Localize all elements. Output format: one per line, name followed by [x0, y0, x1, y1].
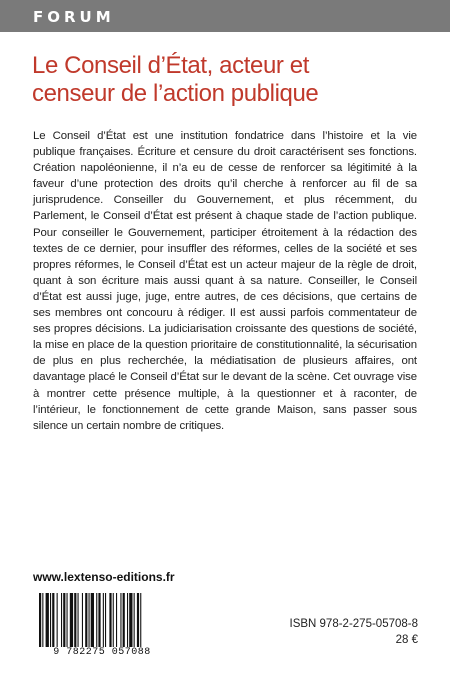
barcode-bar	[52, 593, 54, 649]
barcode-bar	[39, 593, 41, 649]
barcode-bar	[63, 593, 65, 649]
barcode-bar	[120, 593, 121, 649]
price: 28 €	[395, 634, 418, 646]
barcode-bar	[57, 593, 58, 649]
barcode	[33, 591, 171, 661]
barcode-bar	[70, 593, 73, 649]
barcode-bar	[96, 593, 97, 649]
barcode-digits: 9 782275 057088	[33, 647, 171, 658]
barcode-bar	[103, 593, 104, 649]
isbn: ISBN 978-2-275-05708-8	[289, 618, 418, 630]
barcode-bar	[98, 593, 100, 649]
book-title-line-1: Le Conseil d’État, acteur et	[32, 52, 309, 79]
series-header-bar	[0, 0, 450, 32]
barcode-bar	[137, 593, 139, 649]
book-title-line-2: censeur de l’action publique	[32, 80, 319, 107]
barcode-bar	[67, 593, 68, 649]
barcode-bar	[50, 593, 51, 649]
barcode-bar	[46, 593, 49, 649]
barcode-bar	[89, 593, 90, 649]
barcode-bar	[78, 593, 79, 649]
barcode-bar	[109, 593, 111, 649]
back-cover-blurb: Le Conseil d’État est une institution fondatrice dans l’histoire et la vie publique françaises. Écriture et censure du droit caractérisent ses fonctions. Création napoléonienne, il n’a eu de cesse de renforcer sa légitimité à la faveur d’une protection des droits qu’il cherche à renforcer au fil de sa jurisprudence. Conseiller du Gouvernement, et plus récemment, du Parlement, le Conseil d’État est présent à chaque stade de l’action publique. Pour conseiller le Gouvernement, participer étroitement à la rédaction des textes de ce dernier, pour insuffler des réformes, celles de la société et ses propres réformes, le Conseil d’État est un acteur majeur de la règle de droit, quant à son écriture mais aussi quant à sa nature. Conseiller, le Conseil d’État est aussi juge, juge, entre autres, de ces décisions, que certains de ses membres ont concouru à rédiger. Il est aussi parfois commentateur de ses propres décisions. La judiciarisation croissante des questions de société, la mise en place de la question prioritaire de constitutionnalité, la sécurisation de plus en plus recherchée, la médiatisation de plusieurs affaires, ont davantage placé le Conseil d’État sur le devant de la scène. Cet ouvrage vise à montrer cette présence multiple, à la questionner et à raconter, de l’intérieur, le fonctionnement de cette grande Maison, sans passer sous silence un certain nombre de critiques.	[33, 130, 417, 432]
barcode-bar	[105, 593, 106, 649]
barcode-bar	[127, 593, 128, 649]
barcode-bar	[61, 593, 62, 649]
book-title	[32, 52, 422, 108]
barcode-bars	[33, 591, 171, 651]
barcode-bar	[140, 593, 141, 649]
barcode-bar	[85, 593, 87, 649]
barcode-bar	[129, 593, 132, 649]
barcode-bar	[116, 593, 117, 649]
barcode-bar	[91, 593, 94, 649]
barcode-bar	[42, 593, 43, 649]
publisher-website: www.lextenso-editions.fr	[33, 570, 175, 584]
barcode-bar	[74, 593, 76, 649]
series-name: FORUM	[33, 8, 115, 26]
barcode-bar	[123, 593, 125, 649]
barcode-bar	[113, 593, 114, 649]
barcode-bar	[82, 593, 83, 649]
barcode-bar	[134, 593, 135, 649]
